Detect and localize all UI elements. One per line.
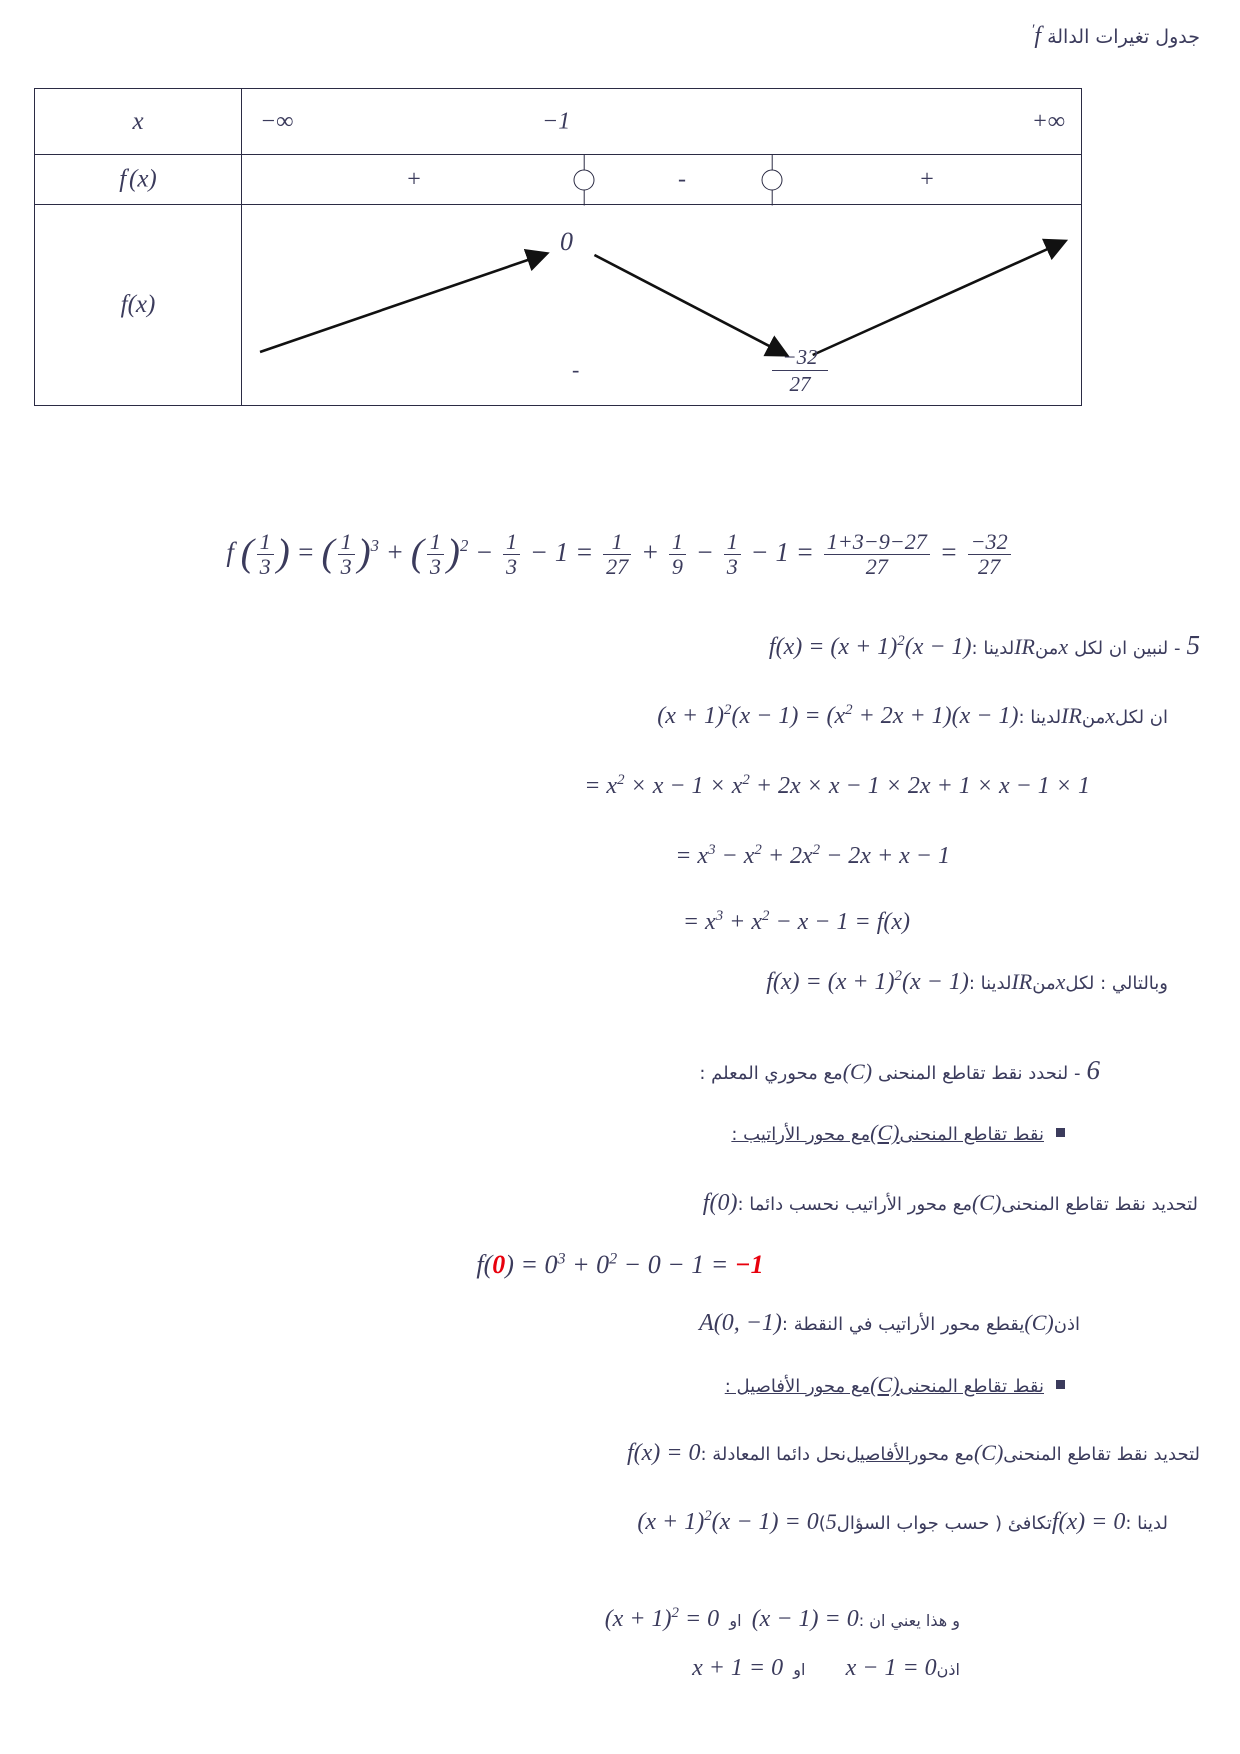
variation-table [34, 88, 1082, 406]
line-q5-statement: 5- لنبين ان لكلxمنIRلدينا :f(x) = $(x + 1)^2(x - 1)$ [768, 630, 1200, 660]
sign-plus-2: + [920, 166, 934, 192]
local-max-value: 0 [560, 227, 573, 256]
line-q6-pointA: اذن(C)يقطع محور الأراتيب في النقطة :A(0, −1) [699, 1310, 1080, 1336]
line-q6-bullet2: نقط تقاطع المنحنى(C)مع محور الأفاصيل : [725, 1372, 1065, 1398]
row-label-f: f(x) [35, 205, 242, 405]
line-q6-line2: لتحديد نقط تقاطع المنحنى(C)مع محورالأفاصيلنحل دائما المعادلة :f(x) = 0 [626, 1440, 1200, 1466]
line-q6-bullet1: نقط تقاطع المنحنى(C)مع محور الأراتيب : [731, 1120, 1065, 1146]
line-q6-f0: $f(0) = 0^3 + 0^2 - 0 - 1 = -1$ [476, 1250, 764, 1279]
line-q5-line3: = $x^3 - x^2 + 2x^2 - 2x + x - 1$ [675, 842, 950, 869]
table-row-x [35, 89, 1081, 155]
row-label-x: x [35, 89, 242, 154]
minimum-numerator: −32 [782, 345, 818, 369]
f-row-dash: - [572, 357, 580, 382]
function-symbol: f′ [1031, 22, 1042, 49]
line-q6-line1: لتحديد نقط تقاطع المنحنى(C)مع محور الأراتيب نحسب دائما :f(0) [702, 1190, 1198, 1216]
minimum-value [772, 345, 828, 396]
x-value-minus-infinity: −∞ [260, 108, 294, 134]
row-label-fprime: f′(x) [35, 155, 242, 204]
zero-marker-2 [762, 169, 783, 190]
line-q6-statement: 6- لنحدد نقط تقاطع المنحنى(C)مع محوري المعلم : [699, 1055, 1100, 1085]
line-q5-conclusion: وبالتالي : لكلxمنIRلدينا :f(x) = $(x + 1)^2(x - 1)$ [766, 968, 1168, 995]
variation-arrows [242, 205, 1081, 405]
x-value-minus-one: −1 [542, 108, 571, 134]
line-q6-line4: و هذا يعني ان :(x − 1) = 0 او $(x + 1)^2 = 0$ [604, 1605, 960, 1632]
table-row-fprime [35, 155, 1081, 205]
x-value-plus-infinity: +∞ [1031, 108, 1065, 134]
page-title-text: جدول تغيرات الدالة [1047, 26, 1200, 48]
line-calc-f-one-third: f ( $\frac{1}{3}$ ) = ( $\frac{1}{3}$ )$^3$ + ( $\frac{1}{3}$ )$^2$ − $\frac{1}{3}$ − 1 = $\frac{1}{27}$ + $\frac{1}{9}$ − $\frac{1}{3}$ − 1 = $\frac{1+3-9-27}{27}$ = $\frac{-32}{27}$ [0, 530, 1240, 580]
table-row-f [35, 205, 1081, 405]
line-q5-line4: = $x^3 + x^2 - x - 1 = f(x)$ [682, 908, 910, 935]
minimum-denominator: 27 [789, 372, 811, 397]
sign-minus: - [678, 166, 686, 192]
x-values-cell [242, 89, 1081, 154]
line-q6-line3: لدينا :f(x) = 0تكافئ ( حسب جواب السؤال5)(x + 1)$^2$(x − 1) = 0 [637, 1508, 1168, 1535]
sign-row-cell [242, 155, 1081, 204]
zero-marker-1 [574, 169, 595, 190]
page-title [1031, 22, 1200, 50]
line-q6-line5: اذن x − 1 = 0 او x + 1 = 0 [692, 1655, 960, 1681]
line-q5-line1: ان لكلxمنIRلدينا :(x + $1)^2(x - 1) = (x^2 + 2x + 1)(x - 1)$ [657, 702, 1168, 729]
sign-plus-1: + [407, 166, 421, 192]
line-q5-line2: = $x^2 \times x - 1 \times x^2 + 2x \times x - 1 \times 2x + 1 \times x - 1 \times 1$ [584, 772, 1090, 799]
variation-arrows-cell [242, 205, 1081, 405]
